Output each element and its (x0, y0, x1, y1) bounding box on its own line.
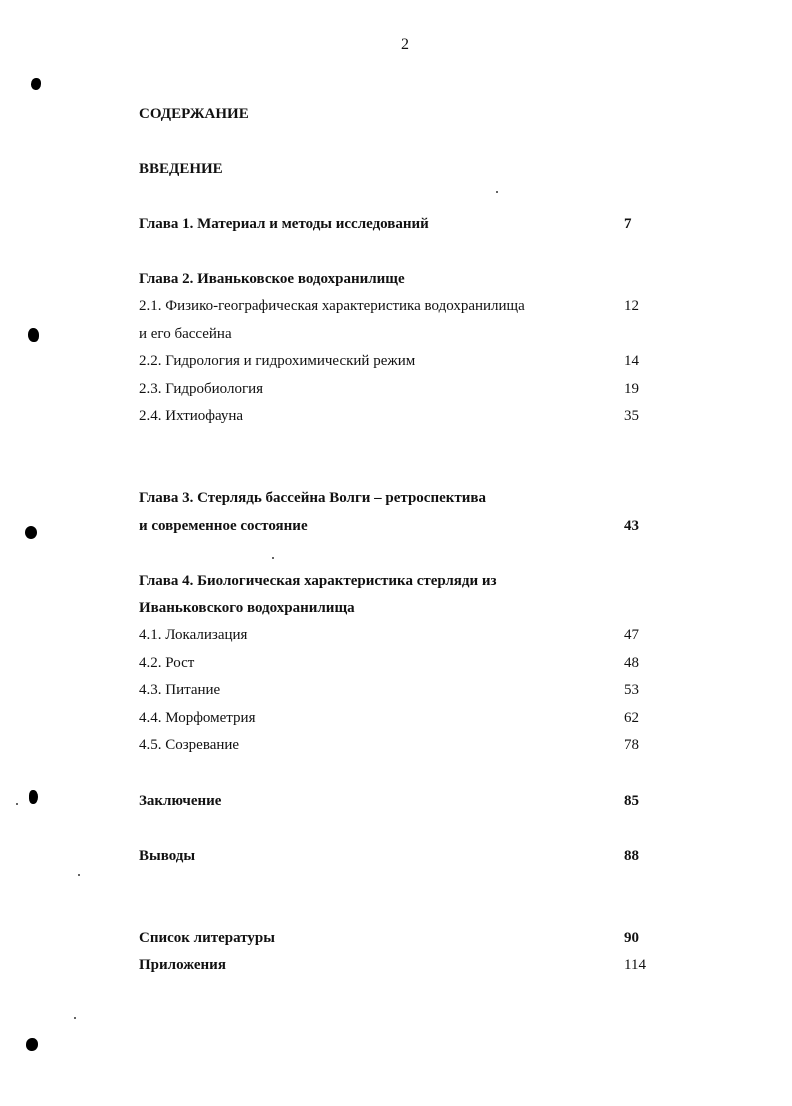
toc-chapter4-item2: 4.2. Рост (139, 655, 195, 671)
toc-chapter4-item4-page: 62 (624, 710, 639, 726)
toc-heading: СОДЕРЖАНИЕ (139, 106, 249, 122)
toc-references-title: Список литературы (139, 930, 275, 946)
page-number: 2 (401, 36, 409, 53)
toc-chapter2-item2-page: 14 (624, 353, 639, 369)
toc-chapter2-item1-line1: 2.1. Физико-географическая характеристика водохранилища (139, 298, 525, 314)
toc-chapter2-item1-page: 12 (624, 298, 639, 314)
hole-punch-mark-5 (26, 1038, 38, 1051)
hole-punch-mark-1 (31, 78, 41, 90)
toc-chapter2-item1-line2: и его бассейна (139, 326, 232, 342)
toc-chapter4-item3: 4.3. Питание (139, 682, 221, 698)
toc-appendices-title: Приложения (139, 957, 226, 973)
toc-conclusion-title: Заключение (139, 793, 222, 809)
toc-conclusion-page: 85 (624, 793, 639, 809)
toc-chapter3-title-line2: и современное состояние (139, 518, 308, 534)
toc-chapter4-item5: 4.5. Созревание (139, 737, 240, 753)
speck-2 (272, 557, 274, 559)
hole-punch-mark-2 (28, 328, 39, 342)
hole-punch-mark-4 (29, 790, 38, 804)
toc-findings-title: Выводы (139, 848, 196, 864)
toc-findings-page: 88 (624, 848, 639, 864)
toc-chapter1-title: Глава 1. Материал и методы исследований (139, 216, 429, 232)
hole-punch-mark-3 (25, 526, 37, 539)
toc-chapter1-page: 7 (624, 216, 632, 232)
toc-chapter2-item3: 2.3. Гидробиология (139, 381, 264, 397)
toc-chapter4-item3-page: 53 (624, 682, 639, 698)
toc-intro: ВВЕДЕНИЕ (139, 161, 223, 177)
toc-appendices-page: 114 (624, 957, 646, 973)
toc-chapter4-item1-page: 47 (624, 627, 639, 643)
toc-chapter4-item5-page: 78 (624, 737, 639, 753)
toc-chapter4-title-line1: Глава 4. Биологическая характеристика стерляди из (139, 573, 497, 589)
toc-chapter2-title: Глава 2. Иваньковское водохранилище (139, 271, 405, 287)
toc-chapter4-title-line2: Иваньковского водохранилища (139, 600, 355, 616)
speck-1 (496, 191, 498, 193)
toc-chapter2-item4: 2.4. Ихтиофауна (139, 408, 244, 424)
toc-references-page: 90 (624, 930, 639, 946)
toc-chapter2-item4-page: 35 (624, 408, 639, 424)
speck-3 (16, 803, 18, 805)
toc-chapter2-item3-page: 19 (624, 381, 639, 397)
toc-chapter4-item4: 4.4. Морфометрия (139, 710, 256, 726)
toc-chapter3-title-line1: Глава 3. Стерлядь бассейна Волги – ретроспектива (139, 490, 487, 506)
toc-chapter4-item1: 4.1. Локализация (139, 627, 248, 643)
toc-chapter4-item2-page: 48 (624, 655, 639, 671)
speck-5 (74, 1017, 76, 1019)
toc-chapter3-page: 43 (624, 518, 639, 534)
speck-4 (78, 874, 80, 876)
toc-chapter2-item2: 2.2. Гидрология и гидрохимический режим (139, 353, 416, 369)
